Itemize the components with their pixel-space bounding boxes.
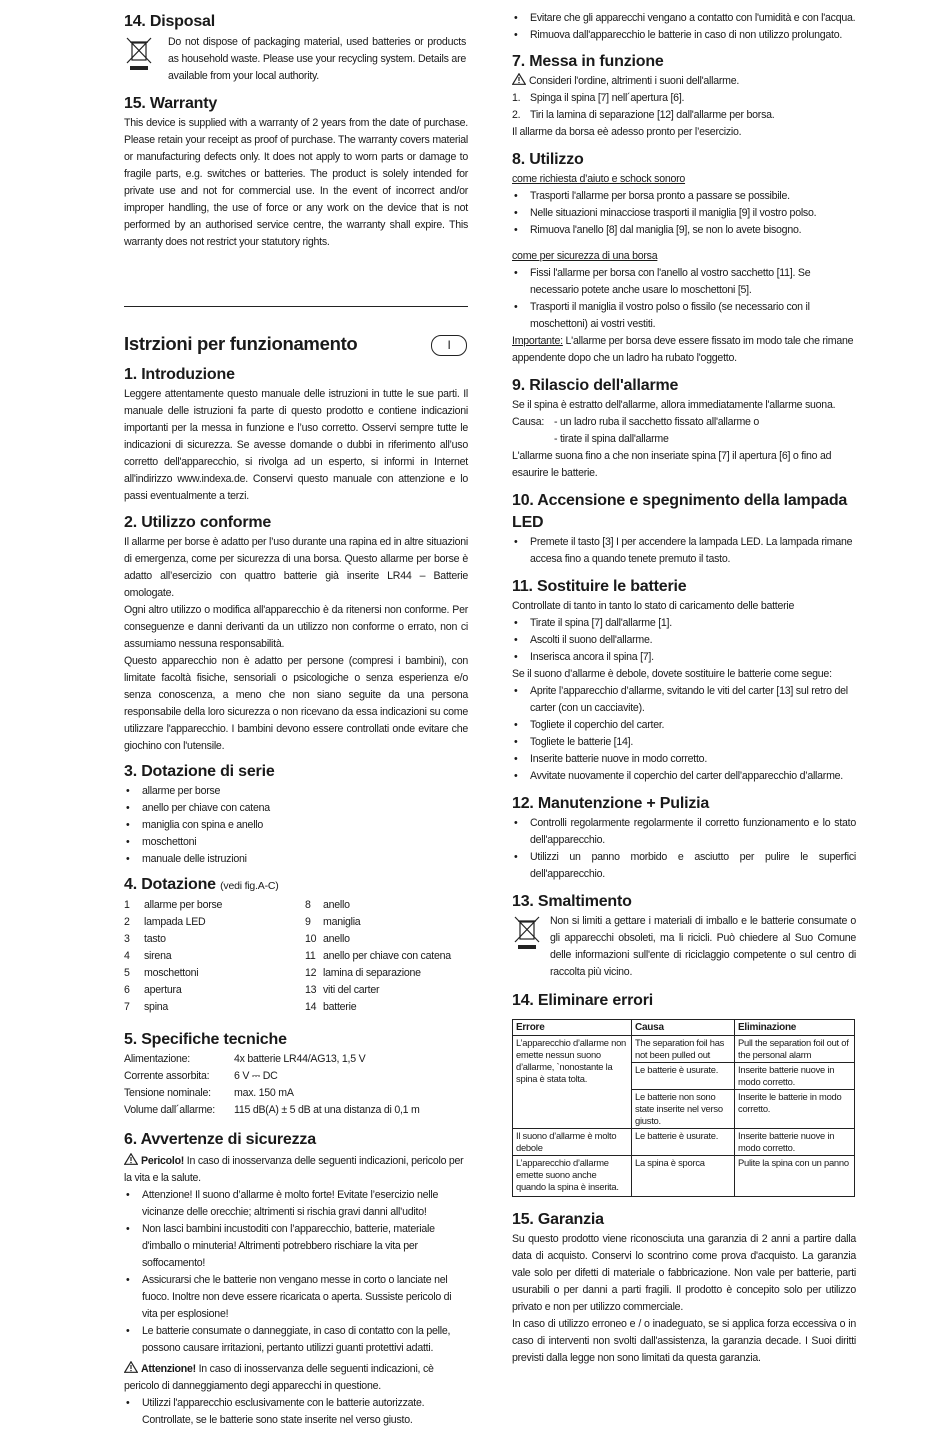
dotazione-serie-list bbox=[124, 783, 468, 868]
disposal-text: Do not dispose of packaging material, used batteries or products as household waste. Please use your recycling system. Details are available from your local authority. bbox=[168, 36, 466, 82]
table-cell: Inserite batterie nuove in modo corretto. bbox=[735, 1129, 855, 1156]
table-cell: Inserite batterie nuove in modo corretto. bbox=[735, 1063, 855, 1090]
dotazione-parts bbox=[124, 897, 468, 1016]
rilascio-p1: Se il spina è estratto dell'allarme, allora immediatamente l'allarme suona. bbox=[512, 399, 836, 411]
table-cell: Il suono d’allarme è molto debole bbox=[513, 1129, 632, 1156]
list-item: • Trasporti il maniglia il vostro polso o fissilo (se necessario con il moschettoni) ai vostri vestiti. bbox=[512, 299, 856, 333]
part-row: 6 apertura bbox=[124, 984, 182, 996]
led-list bbox=[512, 534, 856, 568]
table-cell: Le batterie è usurate. bbox=[632, 1063, 735, 1090]
list-item: • Avvitate nuovamente il coperchio del carter dell’apparecchio d’allarme. bbox=[512, 768, 856, 785]
list-item: • Tirate il spina [7] dall'allarme [1]. bbox=[512, 615, 856, 632]
table-cell: L’apparecchio d’allarme non emette nessun suono d’allarme, `nonostante la spina è stata tolta. bbox=[513, 1036, 632, 1129]
part-row: 3 tasto bbox=[124, 933, 166, 945]
causa-item: - tirate il spina dall'allarme bbox=[554, 433, 669, 445]
led-heading: 10. Accensione e spegnimento della lampada LED bbox=[512, 492, 848, 531]
list-item: • Trasporti l'allarme per borsa pronto a passare se possibile. bbox=[512, 188, 856, 205]
manutenzione-heading: 12. Manutenzione + Pulizia bbox=[512, 795, 710, 812]
list-item: • Attenzione! Il suono d’allarme è molto forte! Evitate l’esercizio nelle vicinanze delle orecchie; altrimenti si rischia gravi danni all’udito! bbox=[124, 1187, 468, 1221]
intro-heading: 1. Introduzione bbox=[124, 366, 235, 383]
warranty-heading: 15. Warranty bbox=[124, 95, 218, 112]
spec-row: Tensione nominale: max. 150 mA bbox=[124, 1087, 294, 1099]
part-row: 12 lamina di separazione bbox=[305, 967, 421, 979]
dotazione-heading bbox=[124, 874, 468, 897]
dotazione-subtitle: (vedi fig.A-C) bbox=[220, 880, 279, 892]
list-item: • Non lasci bambini incustoditi con l’apparecchio, batterie, materiale d'imballo o minuteria! Altrimenti potrebbero rischiare la vita per soffocamento! bbox=[124, 1221, 468, 1272]
col-header: Eliminazione bbox=[735, 1020, 855, 1036]
left-column bbox=[124, 0, 468, 1429]
list-item: • Fissi l'allarme per borsa con l'anello al vostro sacchetto [11]. Se necessario potete anche usare lo moschettoni [5]. bbox=[512, 265, 856, 299]
utilizzo-list-2 bbox=[512, 265, 856, 333]
list-item: • allarme per borse bbox=[124, 783, 468, 800]
list-item: • anello per chiave con catena bbox=[124, 800, 468, 817]
errori-heading: 14. Eliminare errori bbox=[512, 992, 653, 1009]
warning-icon bbox=[124, 1361, 138, 1373]
spec-row: Corrente assorbita: 6 V ⎓ DC bbox=[124, 1070, 278, 1082]
garanzia-p2: In caso di utilizzo erroneo e / o inadeguato, se si applica forza eccessiva o in caso di interventi non svolti dall'assistenza, la garanzia decade. I Suoi diritti previsti dalla legge non sono limitati da questa garanzia. bbox=[512, 1318, 856, 1364]
utilizzo-heading: 8. Utilizzo bbox=[512, 151, 584, 168]
dotazione-title: 4. Dotazione bbox=[124, 876, 216, 893]
list-item: • Utilizzi un panno morbido e asciutto per pulire le superfici dell'apparecchio. bbox=[512, 849, 856, 883]
rilascio-p2: L'allarme suona fino a che non inseriate spina [7] il apertura [6] o fino ad esaurire le batterie. bbox=[512, 450, 832, 479]
list-item: • manuale delle istruzioni bbox=[124, 851, 468, 868]
batterie-list-1 bbox=[512, 615, 856, 666]
table-cell: The separation foil has not been pulled out bbox=[632, 1036, 735, 1063]
list-item: • Inserite batterie nuove in modo corretto. bbox=[512, 751, 856, 768]
disposal-block bbox=[124, 34, 468, 85]
crossed-bin-icon bbox=[124, 36, 154, 72]
garanzia-heading: 15. Garanzia bbox=[512, 1211, 604, 1228]
table-cell: La spina è sporca bbox=[632, 1156, 735, 1197]
avvertenze-caution: Attenzione! In caso di inosservanza delle seguenti indicazioni, cè pericolo di danneggiamento degi apparecchi in questione. bbox=[124, 1363, 434, 1392]
list-item: • moschettoni bbox=[124, 834, 468, 851]
table-header-row bbox=[513, 1020, 855, 1036]
it-header bbox=[124, 331, 468, 357]
spec-row: Alimentazione: 4x batterie LR44/AG13, 1,5 V bbox=[124, 1053, 366, 1065]
crossed-bin-icon bbox=[512, 915, 542, 951]
utilizzo-conforme-p2: Ogni altro utilizzo o modifica all'apparecchio è da ritenersi non conforme. Per conseguenze e danni derivanti da un utilizzo non conforme o errato, non ci assumiamo nessuna responsabilità. bbox=[124, 604, 468, 650]
parts-right bbox=[305, 897, 451, 1016]
list-item: • maniglia con spina e anello bbox=[124, 817, 468, 834]
messa-step: 1. Spinga il spina [7] nell´apertura [6]. bbox=[512, 92, 685, 104]
list-item: • Assicurarsi che le batterie non vengano messe in corto o lanciate nel fuoco. Inoltre non deve essere ricaricata o aperta. Sussiste pericolo di vita per esplosione! bbox=[124, 1272, 468, 1323]
table-row bbox=[513, 1156, 855, 1197]
list-item: • Premete il tasto [3] I per accendere la lampada LED. La lampada rimane accesa fino a quando tenete premuto il tasto. bbox=[512, 534, 856, 568]
part-row: 8 anello bbox=[305, 899, 350, 911]
list-item: • Togliete il coperchio del carter. bbox=[512, 717, 856, 734]
dotazione-serie-heading: 3. Dotazione di serie bbox=[124, 763, 275, 780]
part-row: 2 lampada LED bbox=[124, 916, 206, 928]
col-header: Causa bbox=[632, 1020, 735, 1036]
part-row: 10 anello bbox=[305, 933, 350, 945]
avvertenze-danger: Pericolo! In caso di inosservanza delle seguenti indicazioni, pericolo per la vita e la salute. bbox=[124, 1155, 464, 1184]
utilizzo-conforme-heading: 2. Utilizzo conforme bbox=[124, 514, 272, 531]
list-item: • Nelle situazioni minacciose trasporti il maniglia [9] il vostro polso. bbox=[512, 205, 856, 222]
list-item: • Aprite l’apparecchio d’allarme, svitando le viti del carter [13] sul retro del carter (con un cacciavite). bbox=[512, 683, 856, 717]
part-row: 7 spina bbox=[124, 1001, 169, 1013]
batterie-heading: 11. Sostituire le batterie bbox=[512, 578, 687, 595]
utilizzo-note: Importante: L'allarme per borsa deve essere fissato im modo tale che rimane appendente dopo che un ladro ha rubato l'oggetto. bbox=[512, 335, 854, 364]
part-row: 1 allarme per borse bbox=[124, 899, 223, 911]
list-item: • Evitare che gli apparecchi vengano a contatto con l'umidità e con l'acqua. bbox=[512, 10, 856, 27]
utilizzo-sub1: come richiesta d’aiuto e schock sonoro bbox=[512, 173, 686, 185]
list-item: • Inserisca ancora il spina [7]. bbox=[512, 649, 856, 666]
part-row: 4 sirena bbox=[124, 950, 172, 962]
it-title: Istrzioni per funzionamento bbox=[124, 333, 358, 354]
batterie-p2: Se il suono d’allarme è debole, dovete sostituire le batterie come segue: bbox=[512, 668, 832, 680]
causa-label: Causa: bbox=[512, 416, 545, 428]
batterie-p1: Controllate di tanto in tanto lo stato di caricamento delle batterie bbox=[512, 600, 795, 612]
messa-step: 2. Tiri la lamina di separazione [12] dall'allarme per borsa. bbox=[512, 109, 775, 121]
avvertenze-list-2 bbox=[124, 1395, 468, 1429]
intro-text: Leggere attentamente questo manuale delle istruzioni in tutte le sue parti. Il manuale delle istruzioni fa parte di questo prodotto e contiene indicazioni importanti per la messa in funzione e l’uso corretto. Osservi sempre tutte le indicazioni di sicurezza. Se avesse domande o dubbi in riferimento all’uso corretto dell'apparecchio, si rivolga ad un esperto, si informi in Internet all'indirizzo www.indexa.de. Conservi questo manuale con attenzione e lo passi eventualmente a terzi. bbox=[124, 388, 468, 502]
utilizzo-conforme-p1: Il allarme per borse è adatto per l’uso durante una rapina ed in altre situazioni di emergenza, come per sicurezza di una borsa. Questo allarme per borse è adatto all’esercizio con quattro batterie già inserite LR44 – Batterie omologate. bbox=[124, 536, 468, 599]
list-item: • Togliete le batterie [14]. bbox=[512, 734, 856, 751]
specifiche-heading: 5. Specifiche tecniche bbox=[124, 1031, 287, 1048]
table-cell: L’apparecchio d’allarme emette suono anche quando la spina è inserita. bbox=[513, 1156, 632, 1197]
part-row: 5 moschettoni bbox=[124, 967, 199, 979]
rilascio-heading: 9. Rilascio dell'allarme bbox=[512, 377, 679, 394]
table-row bbox=[513, 1036, 855, 1063]
specifiche-table bbox=[124, 1051, 420, 1119]
list-item: • Rimuova dall'apparecchio le batterie in caso di non utilizzo prolungato. bbox=[512, 27, 856, 44]
parts-left bbox=[124, 897, 305, 1016]
warning-icon bbox=[512, 73, 526, 85]
avvertenze-list-1 bbox=[124, 1187, 468, 1357]
rilascio-causa bbox=[512, 414, 856, 448]
messa-after: Il allarme da borsa eè adesso pronto per l’esercizio. bbox=[512, 126, 742, 138]
part-row: 9 maniglia bbox=[305, 916, 361, 928]
smaltimento-block bbox=[512, 913, 856, 981]
garanzia-p1: Su questo prodotto viene riconosciuta una garanzia di 2 anni a partire dalla data di acquisto. Conservi lo scontrino come prova d'acquisto. La garanzia vale solo per difetti di materiale o fabbricazione. Non vale per batterie, parti usurabili o per danni a parti fragili. Il prodotto è concepito solo per utilizzo privato e non per utilizzo commerciale. bbox=[512, 1233, 856, 1313]
utilizzo-list-1 bbox=[512, 188, 856, 239]
batterie-list-2 bbox=[512, 683, 856, 785]
warning-icon bbox=[124, 1153, 138, 1165]
part-row: 14 batterie bbox=[305, 1001, 357, 1013]
errori-table bbox=[512, 1019, 855, 1197]
avvertenze-heading: 6. Avvertenze di sicurezza bbox=[124, 1131, 316, 1148]
table-row bbox=[513, 1129, 855, 1156]
disposal-heading: 14. Disposal bbox=[124, 13, 215, 30]
spec-row: Volume dall´allarme: 115 dB(A) ± 5 dB at una distanza di 0,1 m bbox=[124, 1104, 420, 1116]
list-item: • Ascolti il suono dell'allarme. bbox=[512, 632, 856, 649]
right-column bbox=[512, 0, 856, 1367]
section-divider bbox=[124, 306, 468, 307]
list-item: • Utilizzi l'apparecchio esclusivamente con le batterie autorizzate. Controllate, se le batterie sono state inserite nel verso giusto. bbox=[124, 1395, 468, 1429]
table-cell: Pulite la spina con un panno bbox=[735, 1156, 855, 1197]
manutenzione-list bbox=[512, 815, 856, 883]
language-badge: I bbox=[431, 335, 467, 356]
list-item: • Rimuova l'anello [8] dal maniglia [9], se non lo avete bisogno. bbox=[512, 222, 856, 239]
table-cell: Pull the separation foil out of the personal alarm bbox=[735, 1036, 855, 1063]
list-item: • Le batterie consumate o danneggiate, in caso di contatto con la pelle, possono causare irritazioni, pertanto utilizzi guanti protettivi adatti. bbox=[124, 1323, 468, 1357]
smaltimento-text: Non si limiti a gettare i materiali di imballo e le batterie consumate o gli apparecchi obsoleti, ma li ricicli. Può chiedere al Suo Comune delle informazioni sull'ente di riciclaggio competente o sul centro di raccolta più vicino. bbox=[550, 915, 856, 978]
warranty-text: This device is supplied with a warranty of 2 years from the date of purchase. Please retain your receipt as proof of purchase. The warranty covers material or manufacturing defects only. It does not apply to worn parts or damage to fragile parts, e.g. switches or batteries. The product is solely intended for private use and not for commercial use. In the event of incorrect and/or improper handling, the use of force or any work on the device that is not performed by an authorised service centre, the warranty shall expire. This warranty does not restrict your statutory rights. bbox=[124, 117, 468, 248]
list-item: • Controlli regolarmente regolarmente il corretto funzionamento e lo stato dell'apparecchio. bbox=[512, 815, 856, 849]
utilizzo-conforme-p3: Questo apparecchio non è adatto per persone (compresi i bambini), con limitate facoltà fisiche, sensoriali o psicologiche o senza esperienza e/o senza conoscenza, a meno che non siano seguite da una persona responsabile della loro sicurezza o non ricevano da essa indicazioni su come utilizzare l'apparecchio. I bambini devono essere controllati onde evitare che giochino con l'utensile. bbox=[124, 655, 468, 752]
avvertenze-list-3 bbox=[512, 10, 856, 44]
utilizzo-sub2: come per sicurezza di una borsa bbox=[512, 250, 658, 262]
part-row: 11 anello per chiave con catena bbox=[305, 950, 451, 962]
table-cell: Inserite le batterie in modo corretto. bbox=[735, 1090, 855, 1129]
table-cell: Le batterie è usurate. bbox=[632, 1129, 735, 1156]
col-header: Errore bbox=[513, 1020, 632, 1036]
part-row: 13 viti del carter bbox=[305, 984, 380, 996]
table-cell: Le batterie non sono state inserite nel verso giusto. bbox=[632, 1090, 735, 1129]
messa-heading: 7. Messa in funzione bbox=[512, 53, 664, 70]
smaltimento-heading: 13. Smaltimento bbox=[512, 893, 632, 910]
causa-item: - un ladro ruba il sacchetto fissato all'allarme o bbox=[554, 416, 760, 428]
messa-warning: Consideri l'ordine, altrimenti i suoni dell'allarme. bbox=[512, 73, 856, 90]
